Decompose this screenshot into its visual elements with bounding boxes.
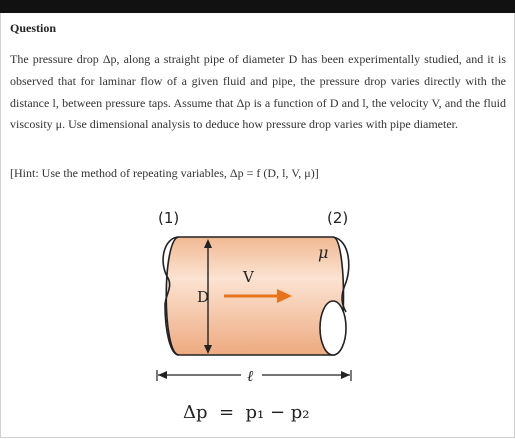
viscosity-label: μ [318,243,329,262]
pressure-drop-equation: Δp = p₁ − p₂ [183,402,310,423]
length-arrow-left [158,371,167,379]
pipe-right-opening [320,301,346,355]
question-heading: Question [10,21,57,35]
hint-text: [Hint: Use the method of repeating variables, Δp = f (D, l, V, μ)] [10,166,319,180]
length-label: ℓ [247,367,254,385]
velocity-label: V [243,268,254,286]
section-1-label: (1) [158,209,180,227]
question-paragraph: The pressure drop Δp, along a straight pipe of diameter D has been experimentally studied, and it is observed that for laminar flow of a given fluid and pipe, the pressure drop varies directly with the distance l, between pressure taps. Assume that Δp is a function of D and l, the velocity V, and the fluid viscosity μ. Use dimensional analysis to deduce how pressure drop varies with pipe diameter. [10,52,506,132]
section-2-label: (2) [327,209,349,227]
length-arrow-right [341,371,350,379]
diameter-label: D [197,288,210,306]
